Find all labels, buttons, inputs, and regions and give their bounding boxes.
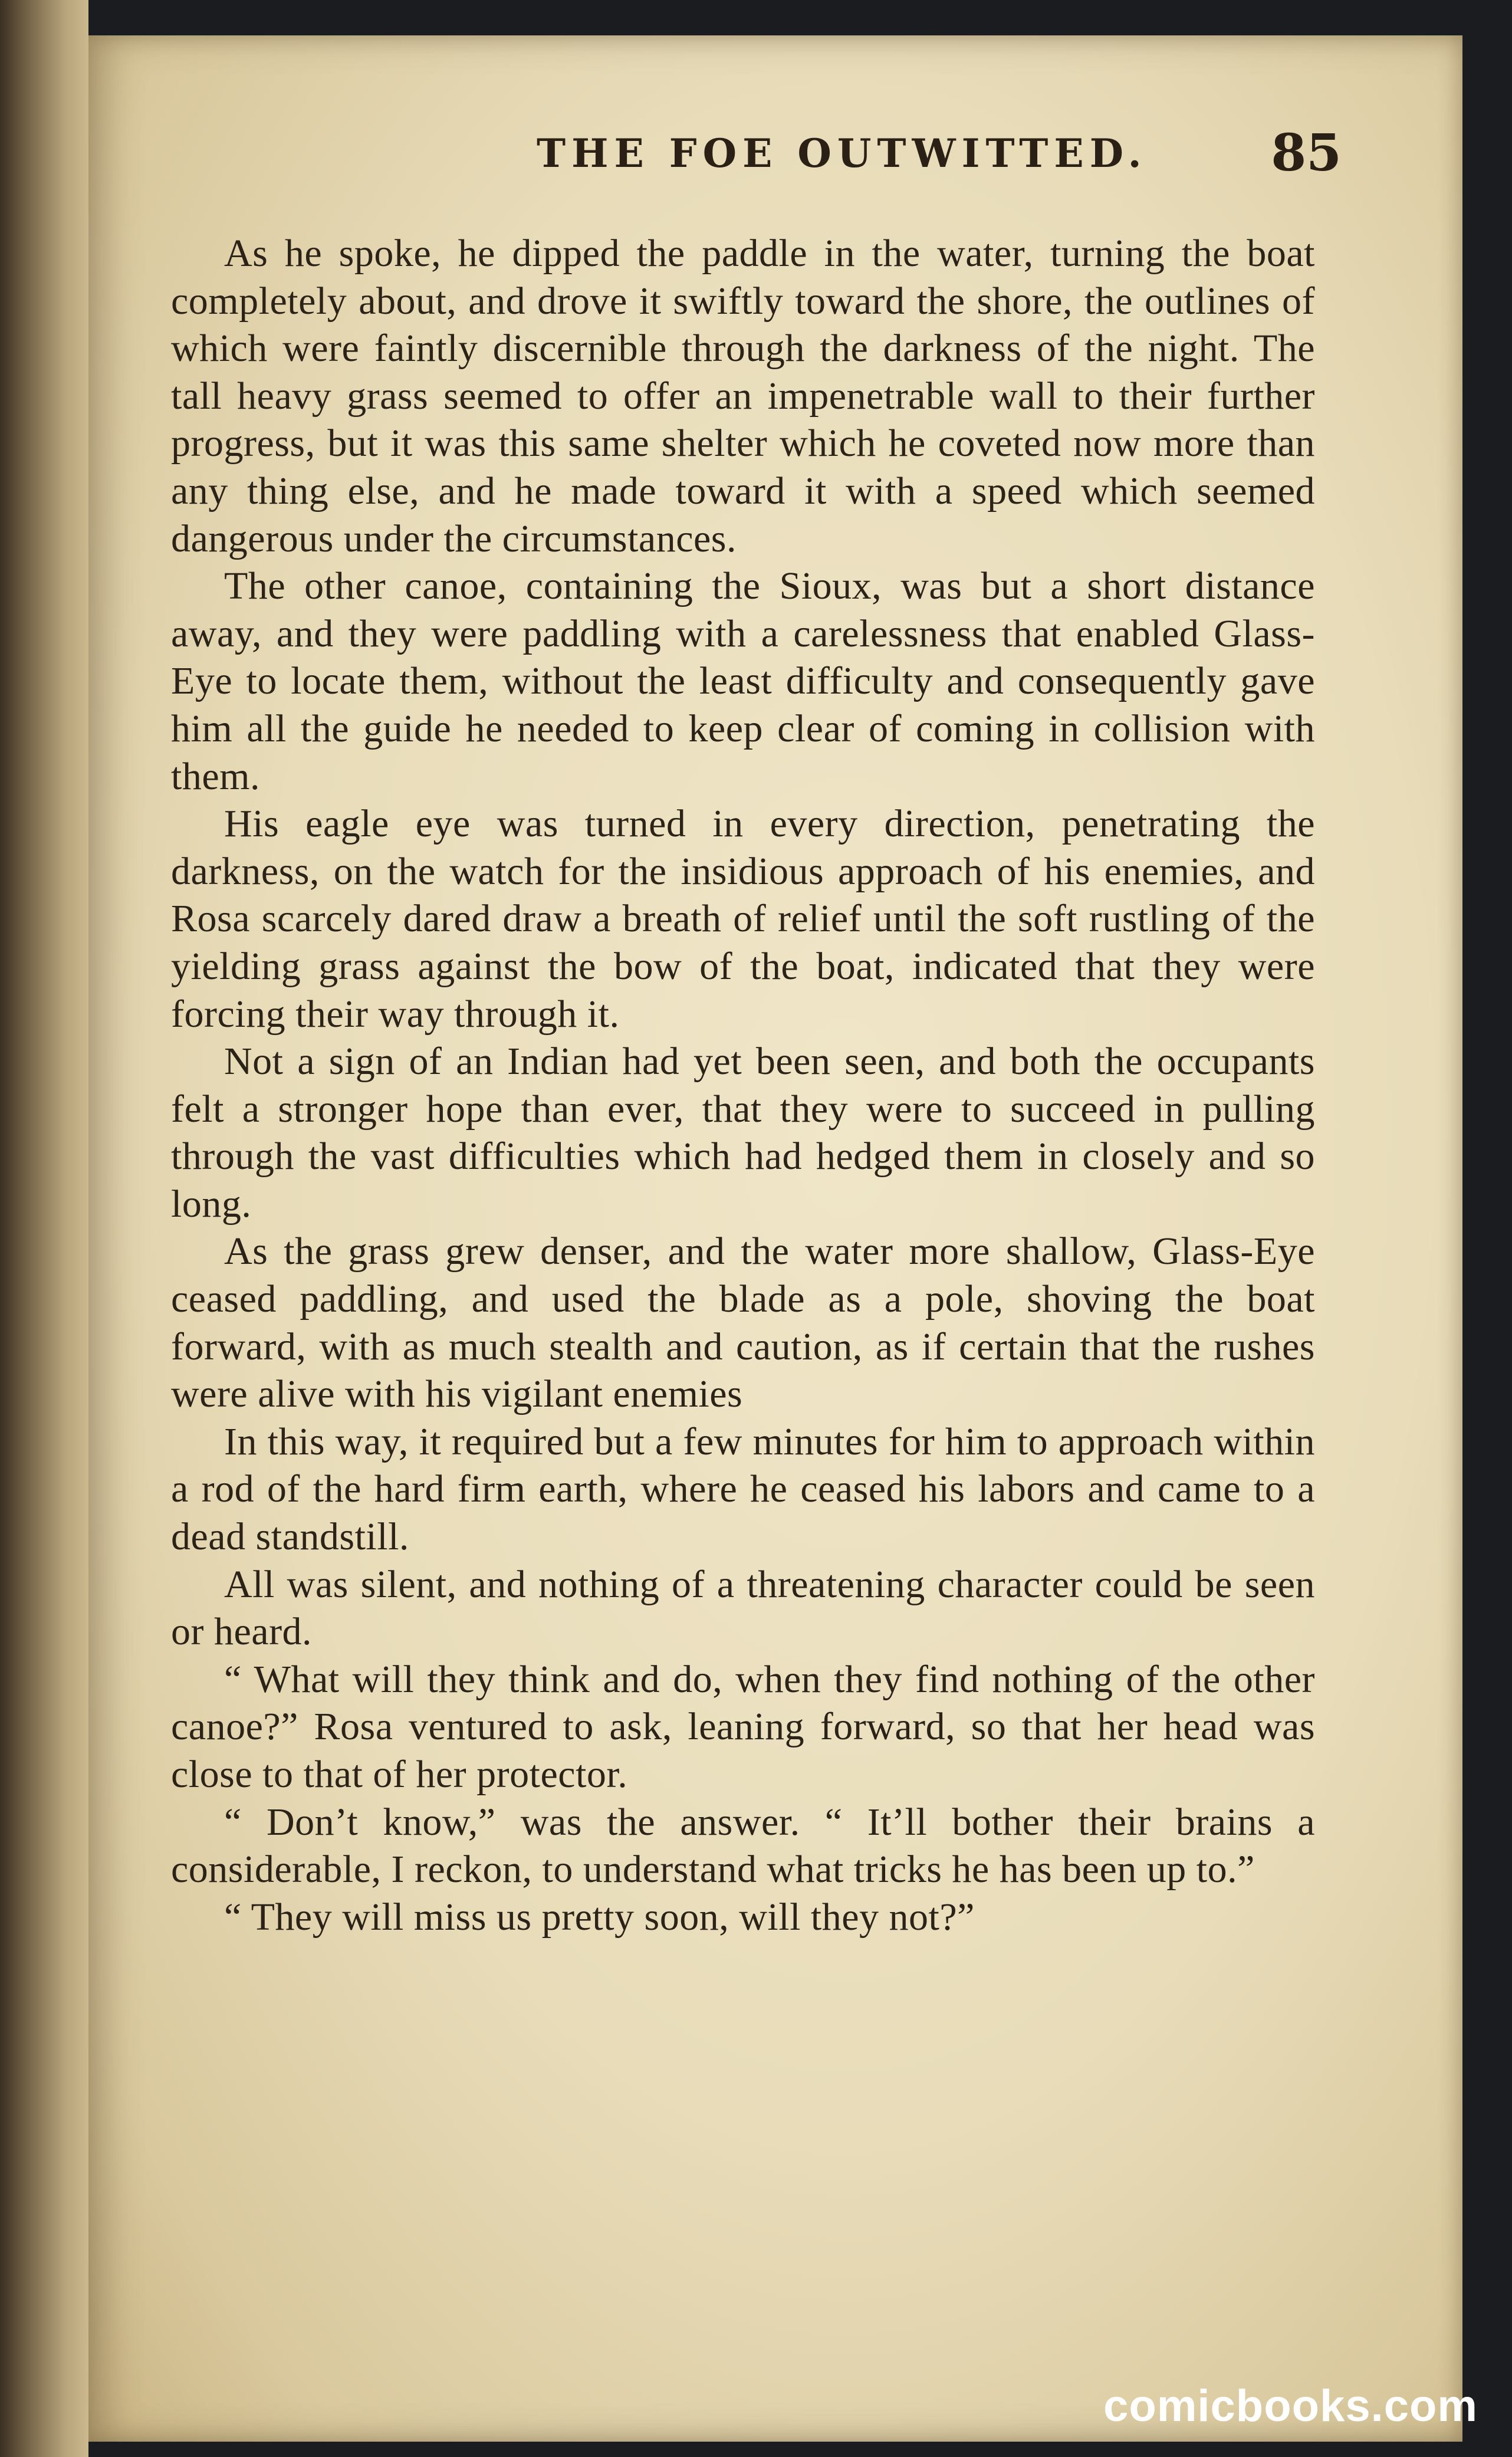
paragraph: All was silent, and nothing of a threatening character could be seen or heard. bbox=[171, 1562, 1315, 1654]
paragraph: “ They will miss us pretty soon, will they not?” bbox=[224, 1895, 975, 1939]
paragraph: “ Don’t know,” was the answer. “ It’ll bother their brains a considerable, I reckon, to understand what tricks he has been up to.” bbox=[171, 1800, 1315, 1891]
paragraph: “ What will they think and do, when they find nothing of the other canoe?” Rosa ventured to ask, leaning forward, so that her head was close to that of her protector. bbox=[171, 1657, 1315, 1796]
book-spine bbox=[0, 0, 88, 2457]
page-header bbox=[0, 121, 1512, 186]
watermark: comicbooks.com bbox=[1103, 2381, 1478, 2431]
running-title: THE FOE OUTWITTED. bbox=[537, 130, 1148, 176]
paragraph: His eagle eye was turned in every direction, penetrating the darkness, on the watch for the insidious approach of his enemies, and Rosa scarcely dared draw a breath of relief until the soft rustling of the yielding grass against the bow of the boat, indicated that they were forcing their way through it. bbox=[171, 802, 1315, 1036]
paragraph: As the grass grew denser, and the water more shallow, Glass-Eye ceased paddling, and used the blade as a pole, shoving the boat forward, with as much stealth and caution, as if certain that the rushes were alive with his vigilant enemies bbox=[171, 1230, 1315, 1416]
paragraph: The other canoe, containing the Sioux, was but a short distance away, and they were paddling with a carelessness that enabled Glass-Eye to locate them, without the least difficulty and consequently gave him all the guide he needed to keep clear of coming in collision with them. bbox=[171, 564, 1315, 798]
paragraph: As he spoke, he dipped the paddle in the water, turning the boat completely about, and drove it swiftly toward the shore, the outlines of which were faintly discernible through the darkness of the night. The tall heavy grass seemed to offer an impenetrable wall to their further progress, but it was this same shelter which he coveted now more than any thing else, and he made toward it with a speed which seemed dangerous under the circumstances. bbox=[171, 232, 1315, 560]
paragraph: In this way, it required but a few minutes for him to approach within a rod of the hard firm earth, where he ceased his labors and came to a dead standstill. bbox=[171, 1420, 1315, 1559]
paragraph: Not a sign of an Indian had yet been seen, and both the occupants felt a stronger hope than ever, that they were to succeed in pulling through the vast difficulties which had hedged them in closely and so long. bbox=[171, 1040, 1315, 1226]
page-number: 85 bbox=[1271, 123, 1342, 183]
body-text bbox=[171, 230, 1315, 2188]
